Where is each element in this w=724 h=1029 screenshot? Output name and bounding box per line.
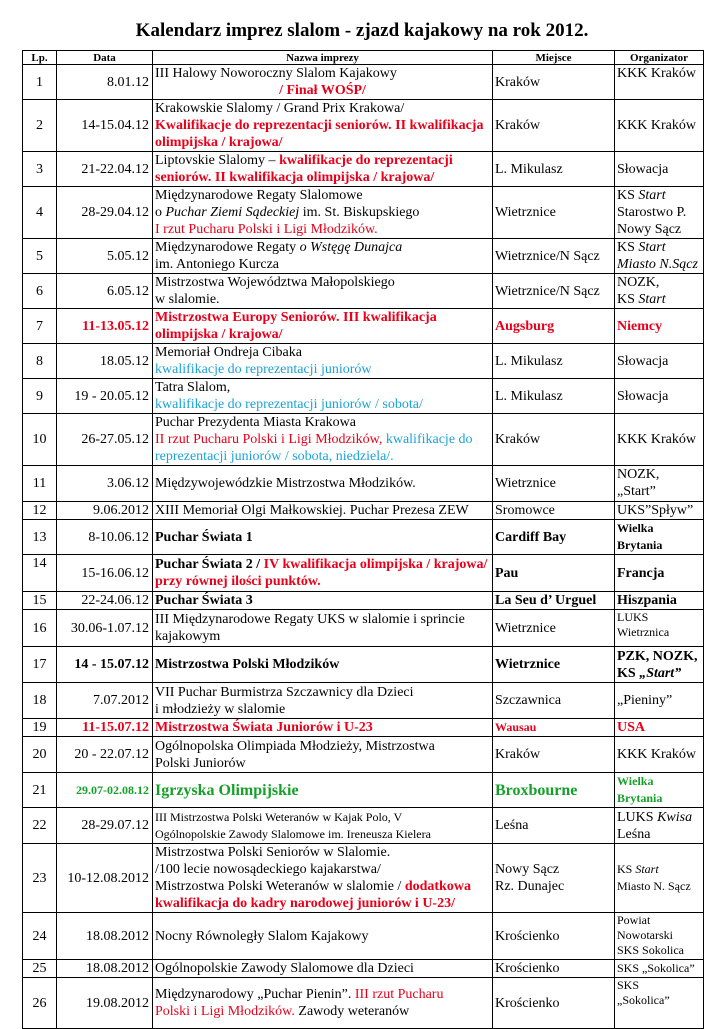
row-date: 8.01.12 (57, 65, 153, 100)
row-name (153, 65, 493, 100)
row-date: 14 - 15.07.12 (57, 647, 153, 683)
text-line (617, 291, 701, 308)
row-place: Szczawnica (493, 683, 615, 719)
text-span: dodatkowa (404, 879, 471, 894)
row-lp: 17 (23, 647, 57, 683)
row-name: Nocny Równoległy Slalom Kajakowy (153, 913, 493, 960)
row-lp: 19 (23, 719, 57, 737)
row-lp: 8 (23, 344, 57, 379)
row-date: 28-29.07.12 (57, 808, 153, 844)
row-date: 3.06.12 (57, 466, 153, 502)
table-row (23, 960, 704, 978)
row-name (153, 737, 493, 773)
row-org: USA (615, 719, 704, 737)
name-line: Kwalifikacje do reprezentacji seniorów. II kwalifikacja olimpijska / krajowa/ (155, 118, 484, 150)
text-line: NOZK, (617, 275, 660, 290)
name-line: III Halowy Noworoczny Slalom Kajakowy (155, 66, 397, 81)
row-place: Krościenko (493, 978, 615, 1029)
text-line: Wietrznica (617, 625, 670, 639)
table-row (23, 309, 704, 344)
row-lp: 24 (23, 913, 57, 960)
row-date: 18.08.2012 (57, 960, 153, 978)
name-line: I rzut Pucharu Polski i Ligi Młodzików. (155, 222, 378, 237)
row-place: L. Mikulasz (493, 344, 615, 379)
row-date: 7.07.2012 (57, 683, 153, 719)
row-lp: 2 (23, 100, 57, 152)
row-place: L. Mikulasz (493, 379, 615, 414)
table-header-row (23, 51, 704, 65)
header-lp: Lp. (23, 51, 57, 65)
row-org (615, 239, 704, 274)
row-date: 5.05.12 (57, 239, 153, 274)
row-lp: 1 (23, 65, 57, 100)
table-row (23, 773, 704, 808)
row-date: 29.07-02.08.12 (57, 773, 153, 808)
row-name: Puchar Świata 1 (153, 520, 493, 555)
row-place: Kraków (493, 414, 615, 466)
row-name: Mistrzostwa Europy Seniorów. III kwalifikacja olimpijska / krajowa/ (153, 309, 493, 344)
row-date: 10-12.08.2012 (57, 844, 153, 913)
row-place: Krościenko (493, 960, 615, 978)
table-row (23, 344, 704, 379)
text-line: Miasto N. Sącz (617, 879, 691, 893)
text-line: Miasto N.Sącz (617, 257, 698, 272)
text-span: Kwisa (657, 809, 693, 825)
text-span: KS (617, 862, 636, 876)
text-line: w slalomie. (155, 292, 220, 307)
name-part: Liptovskie Slalomy – (155, 153, 280, 168)
row-name (153, 978, 493, 1029)
row-place: Kraków (493, 737, 615, 773)
text-span: Start (638, 188, 666, 203)
row-org: Francja (615, 555, 704, 592)
text-line: „Start” (617, 484, 656, 499)
table-row (23, 379, 704, 414)
row-place: L. Mikulasz (493, 152, 615, 187)
row-date: 18.08.2012 (57, 913, 153, 960)
row-name: XIII Memoriał Olgi Małkowskiej. Puchar Prezesa ZEW (153, 502, 493, 520)
row-lp: 13 (23, 520, 57, 555)
row-place: Wausau (493, 719, 615, 737)
text-line: Nowy Sącz (495, 862, 560, 877)
row-name (153, 100, 493, 152)
row-org: Wielka Brytania (615, 520, 704, 555)
row-name (153, 344, 493, 379)
row-place: Wietrznice/N Sącz (493, 239, 615, 274)
events-table (22, 50, 704, 1029)
header-name: Nazwa imprezy (153, 51, 493, 65)
text-line (617, 239, 701, 256)
row-name (153, 187, 493, 239)
row-place: Sromowce (493, 502, 615, 520)
row-date: 15-16.06.12 (57, 555, 153, 592)
row-place: Cardiff Bay (493, 520, 615, 555)
text-span: KS (617, 240, 639, 255)
row-lp: 5 (23, 239, 57, 274)
table-row (23, 844, 704, 913)
row-place: Wietrznice (493, 187, 615, 239)
text-line: SKS (617, 978, 640, 992)
text-span: Start (635, 862, 659, 876)
table-row (23, 239, 704, 274)
row-lp: 3 (23, 152, 57, 187)
row-name: Igrzyska Olimpijskie (153, 773, 493, 808)
text-line: kwalifikacje do reprezentacji juniorów / sobota/ (155, 397, 423, 412)
text-line: Ogólnopolska Olimpiada Młodzieży, Mistrzostwa (155, 738, 435, 754)
table-row (23, 719, 704, 737)
table-row (23, 737, 704, 773)
row-date: 8-10.06.12 (57, 520, 153, 555)
row-date: 26-27.05.12 (57, 414, 153, 466)
text-span: o (155, 205, 166, 220)
row-place: Krościenko (493, 913, 615, 960)
row-org: Wielka Brytania (615, 773, 704, 808)
text-line: Powiat (617, 913, 651, 927)
row-name (153, 808, 493, 844)
row-date: 20 - 22.07.12 (57, 737, 153, 773)
row-date: 18.05.12 (57, 344, 153, 379)
text-line (617, 187, 701, 204)
row-org (615, 844, 704, 913)
row-place: Leśna (493, 808, 615, 844)
row-lp: 20 (23, 737, 57, 773)
text-line: im. Antoniego Kurcza (155, 257, 280, 272)
row-place (493, 844, 615, 913)
name-line (155, 204, 490, 221)
text-line (155, 1003, 490, 1020)
table-row (23, 808, 704, 844)
text-line (155, 986, 490, 1003)
row-name: Międzywojewódzkie Mistrzostwa Młodzików. (153, 466, 493, 502)
table-row (23, 152, 704, 187)
text-line (155, 239, 490, 256)
row-place: Broxbourne (493, 773, 615, 808)
text-line: Puchar Prezydenta Miasta Krakowa (155, 415, 356, 430)
text-line (155, 878, 490, 895)
text-span: KS (617, 665, 640, 681)
row-name: Mistrzostwa Świata Juniorów i U-23 (153, 719, 493, 737)
row-org: KKK Kraków (615, 737, 704, 773)
row-org (615, 808, 704, 844)
text-span: II rzut Pucharu Polski i Ligi Młodzików, (155, 432, 386, 447)
text-span: III rzut Pucharu (354, 987, 444, 1002)
text-line: Nowy Sącz (617, 222, 682, 237)
row-place: La Seu d’ Urguel (493, 592, 615, 610)
text-span: KS (617, 292, 639, 307)
row-org (615, 610, 704, 647)
text-line: Memoriał Ondreja Cibaka (155, 345, 302, 360)
row-org: KKK Kraków (615, 65, 704, 100)
table-row (23, 683, 704, 719)
row-org (615, 274, 704, 309)
text-span: KS (617, 188, 639, 203)
row-org (615, 978, 704, 1029)
row-lp: 9 (23, 379, 57, 414)
header-date: Data (57, 51, 153, 65)
row-name (153, 379, 493, 414)
text-line: III Mistrzostwa Polski Weteranów w Kajak Polo, V (155, 809, 403, 824)
row-org: Hiszpania (615, 592, 704, 610)
header-place: Miejsce (493, 51, 615, 65)
text-span: o Wstęgę Dunajca (299, 240, 403, 255)
text-span: „Start” (639, 665, 682, 681)
text-line: Mistrzostwa Polski Seniorów w Slalomie. (155, 845, 391, 860)
row-date: 6.05.12 (57, 274, 153, 309)
row-org: SKS „Sokolica” (615, 960, 704, 978)
row-name (153, 414, 493, 466)
row-name: Puchar Świata 3 (153, 592, 493, 610)
row-name (153, 683, 493, 719)
text-line: Tatra Slalom, (155, 380, 231, 395)
text-line: SKS Sokolica (617, 943, 685, 957)
row-name (153, 844, 493, 913)
row-org (615, 647, 704, 683)
name-line: Krakowskie Slalomy / Grand Prix Krakowa/ (155, 101, 405, 116)
row-name: Mistrzostwa Polski Młodzików (153, 647, 493, 683)
text-line: Polski Juniorów (155, 755, 246, 771)
row-lp: 25 (23, 960, 57, 978)
table-row (23, 610, 704, 647)
row-lp: 26 (23, 978, 57, 1029)
text-line: Leśna (617, 826, 651, 842)
text-span: Zawody weteranów (294, 1004, 410, 1019)
text-span: Start (638, 240, 666, 255)
row-place: Pau (493, 555, 615, 592)
table-row (23, 466, 704, 502)
text-span: Międzynarodowe Regaty (155, 240, 300, 255)
row-date: 30.06-1.07.12 (57, 610, 153, 647)
row-date: 19 - 20.05.12 (57, 379, 153, 414)
table-row (23, 502, 704, 520)
text-line: Ogólnopolskie Zawody Slalomowe im. Ireneusza Kielera (155, 826, 431, 841)
text-line: kwalifikacja do kadry narodowej juniorów i U-23/ (155, 896, 455, 911)
text-span: IV kwalifikacja olimpijska / krajowa/ przy równej ilości punktów. (155, 557, 488, 589)
table-row (23, 414, 704, 466)
page-title: Kalendarz imprez slalom - zjazd kajakowy na rok 2012. (135, 20, 589, 41)
text-line: Nowotarski (617, 928, 673, 942)
row-place: Kraków (493, 100, 615, 152)
row-org: Słowacja (615, 344, 704, 379)
row-place: Wietrznice (493, 610, 615, 647)
text-span: Międzynarodowy „Puchar Pienin”. (155, 987, 355, 1002)
row-org: UKS”Spływ” (615, 502, 704, 520)
text-line (155, 431, 490, 465)
text-span: Puchar Ziemi Sądeckiej (165, 205, 300, 220)
text-line: „Sokolica” (617, 993, 670, 1007)
table-row (23, 555, 704, 592)
row-lp: 22 (23, 808, 57, 844)
row-date: 9.06.2012 (57, 502, 153, 520)
table-row (23, 187, 704, 239)
row-org: „Pieniny” (615, 683, 704, 719)
text-line: Starostwo P. (617, 205, 687, 220)
text-span: Start (638, 292, 666, 307)
row-org (615, 187, 704, 239)
row-place: Wietrznice (493, 647, 615, 683)
row-place: Augsburg (493, 309, 615, 344)
name-part: kwalifikacje do reprezentacji seniorów. II kwalifikacja olimpijska / krajowa/ (155, 153, 453, 185)
table-row (23, 913, 704, 960)
row-date: 28-29.04.12 (57, 187, 153, 239)
text-line: Rz. Dunajec (495, 879, 565, 894)
row-org: Słowacja (615, 379, 704, 414)
text-line: Mistrzostwa Województwa Małopolskiego (155, 275, 395, 290)
row-place: Wietrznice/N Sącz (493, 274, 615, 309)
text-line (617, 809, 701, 826)
table-row (23, 520, 704, 555)
row-place: Wietrznice (493, 466, 615, 502)
name-line: / Finał WOŚP/ (279, 83, 366, 98)
row-date: 21-22.04.12 (57, 152, 153, 187)
table-row (23, 647, 704, 683)
row-lp: 4 (23, 187, 57, 239)
row-name: III Międzynarodowe Regaty UKS w slalomie i sprincie kajakowym (153, 610, 493, 647)
row-lp: 6 (23, 274, 57, 309)
row-name: Ogólnopolskie Zawody Slalomowe dla Dzieci (153, 960, 493, 978)
row-lp: 18 (23, 683, 57, 719)
row-lp: 10 (23, 414, 57, 466)
name-line: Międzynarodowe Regaty Slalomowe (155, 188, 363, 203)
row-lp: 11 (23, 466, 57, 502)
row-org: KKK Kraków (615, 100, 704, 152)
row-name (153, 239, 493, 274)
header-org: Organizator (615, 51, 704, 65)
row-lp: 21 (23, 773, 57, 808)
text-span: LUKS (617, 809, 658, 825)
table-row (23, 592, 704, 610)
text-span: im. St. Biskupskiego (299, 205, 420, 220)
row-lp: 23 (23, 844, 57, 913)
row-org (615, 913, 704, 960)
table-row (23, 274, 704, 309)
row-lp: 16 (23, 610, 57, 647)
row-place: Kraków (493, 65, 615, 100)
text-span: Mistrzostwa Polski Weteranów w slalomie / (155, 879, 405, 894)
row-name (153, 274, 493, 309)
table-row (23, 65, 704, 100)
text-span: Puchar Świata 2 / (155, 557, 264, 572)
text-span: Polski i Ligi Młodzików. (155, 1004, 295, 1019)
row-date: 11-13.05.12 (57, 309, 153, 344)
text-line: NOZK, (617, 467, 660, 482)
table-row (23, 100, 704, 152)
row-org: Niemcy (615, 309, 704, 344)
text-line: LUKS (617, 610, 649, 624)
row-date: 11-15.07.12 (57, 719, 153, 737)
text-line: i młodzieży w slalomie (155, 701, 286, 717)
row-org: KKK Kraków (615, 414, 704, 466)
text-span: kwalifikacje do reprezentacji juniorów / sobota, niedziela/. (155, 432, 473, 464)
row-org: Słowacja (615, 152, 704, 187)
row-date: 19.08.2012 (57, 978, 153, 1029)
text-line: VII Puchar Burmistrza Szczawnicy dla Dzieci (155, 684, 414, 700)
row-lp: 12 (23, 502, 57, 520)
row-lp: 14 (23, 555, 57, 592)
row-lp: 15 (23, 592, 57, 610)
row-lp: 7 (23, 309, 57, 344)
table-row (23, 978, 704, 1029)
row-date: 22-24.06.12 (57, 592, 153, 610)
text-line: PZK, NOZK, (617, 648, 698, 664)
row-org (615, 466, 704, 502)
row-name (153, 152, 493, 187)
text-line: /100 lecie nowosądeckiego kajakarstwa/ (155, 862, 381, 877)
text-line (617, 665, 701, 682)
row-name (153, 555, 493, 592)
text-line: kwalifikacje do reprezentacji juniorów (155, 362, 372, 377)
row-date: 14-15.04.12 (57, 100, 153, 152)
text-line (617, 861, 701, 878)
